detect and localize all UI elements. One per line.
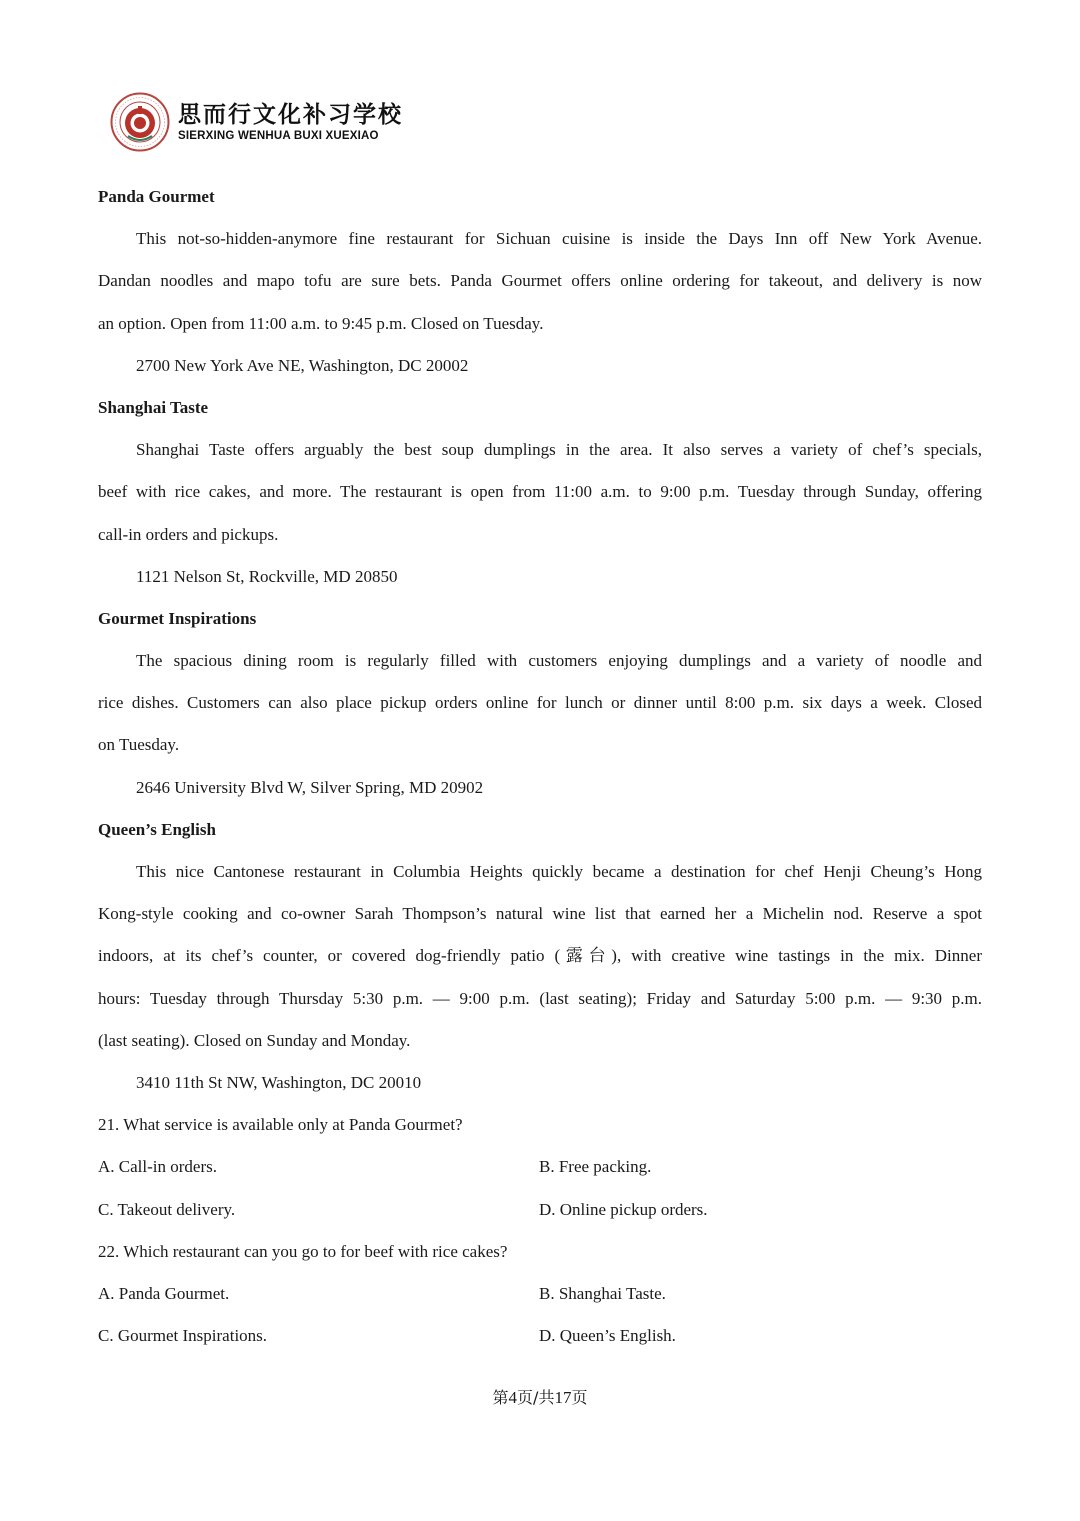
option-b: B. Free packing. [539,1157,652,1177]
option-row [98,1318,982,1360]
page-number-mid: 页/共 [517,1388,555,1407]
current-page-number: 4 [508,1388,518,1407]
option-b: B. Shanghai Taste. [539,1283,666,1303]
restaurant-description-line: Shanghai Taste offers arguably the best soup dumplings in the area. It also serves a variety of chef’s specials, [136,440,982,460]
restaurant-description-line: The spacious dining room is regularly filled with customers enjoying dumplings and a variety of noodle and [136,651,982,671]
question-text: 21. What service is available only at Panda Gourmet? [98,1115,463,1135]
restaurant-description-line: rice dishes. Customers can also place pickup orders online for lunch or dinner until 8:00 p.m. six days a week. Closed [98,693,982,713]
document-body [98,179,982,1360]
restaurant-name: Shanghai Taste [98,397,209,417]
restaurant-description-line: call-in orders and pickups. [98,524,279,544]
option-a: A. Panda Gourmet. [98,1283,230,1303]
option-row [98,1276,982,1318]
page-header [110,92,403,152]
restaurant-name: Queen’s English [98,819,216,839]
restaurant-description-line: on Tuesday. [98,735,180,755]
restaurant-name: Panda Gourmet [98,187,215,206]
restaurant-address: 1121 Nelson St, Rockville, MD 20850 [136,566,398,586]
restaurant-description-line: (last seating). Closed on Sunday and Monday. [98,1030,411,1050]
restaurant-name: Gourmet Inspirations [98,608,257,628]
total-pages-number: 17 [554,1388,572,1407]
school-logo [110,92,170,152]
page-number-prefix: 第 [492,1388,509,1407]
restaurant-address: 2700 New York Ave NE, Washington, DC 20002 [136,355,469,375]
restaurant-description-line: hours: Tuesday through Thursday 5:30 p.m. — 9:00 p.m. (last seating); Friday and Saturday 5:00 p.m. — 9:30 p.m. [98,988,982,1008]
school-name-cn: 思而行文化补习学校 [178,101,403,128]
restaurant-description-line: This not-so-hidden-anymore fine restaurant for Sichuan cuisine is inside the Days Inn off New York Avenue. [136,229,982,249]
school-name-en: SIERXING WENHUA BUXI XUEXIAO [178,129,379,142]
option-c: C. Takeout delivery. [98,1199,236,1219]
restaurant-description-line: an option. Open from 11:00 a.m. to 9:45 p.m. Closed on Tuesday. [98,313,544,333]
option-d: D. Online pickup orders. [539,1199,708,1219]
restaurant-address: 3410 11th St NW, Washington, DC 20010 [136,1072,422,1092]
option-d: D. Queen’s English. [539,1326,676,1346]
school-brand [178,102,403,143]
page-footer [0,1385,1080,1411]
restaurant-description-line: This nice Cantonese restaurant in Columbia Heights quickly became a destination for chef Henji Cheung’s Hong [136,862,982,881]
question-text: 22. Which restaurant can you go to for beef with rice cakes? [98,1241,508,1261]
option-c: C. Gourmet Inspirations. [98,1326,268,1346]
restaurant-description-line: indoors, at its chef’s counter, or covered dog-friendly patio (露台), with creative wine tastings in the mix. Dinner [98,946,982,966]
page-number-suffix: 页 [571,1388,588,1407]
option-row [98,1192,982,1234]
restaurant-address: 2646 University Blvd W, Silver Spring, MD 20902 [136,777,484,797]
restaurant-description-line: beef with rice cakes, and more. The restaurant is open from 11:00 a.m. to 9:00 p.m. Tuesday through Sunday, offering [98,482,982,502]
option-row [98,1149,982,1191]
restaurant-description-line: Dandan noodles and mapo tofu are sure bets. Panda Gourmet offers online ordering for takeout, and delivery is now [98,271,982,291]
restaurant-description-line: Kong-style cooking and co-owner Sarah Thompson’s natural wine list that earned her a Michelin nod. Reserve a spot [98,904,982,924]
option-a: A. Call-in orders. [98,1157,217,1177]
